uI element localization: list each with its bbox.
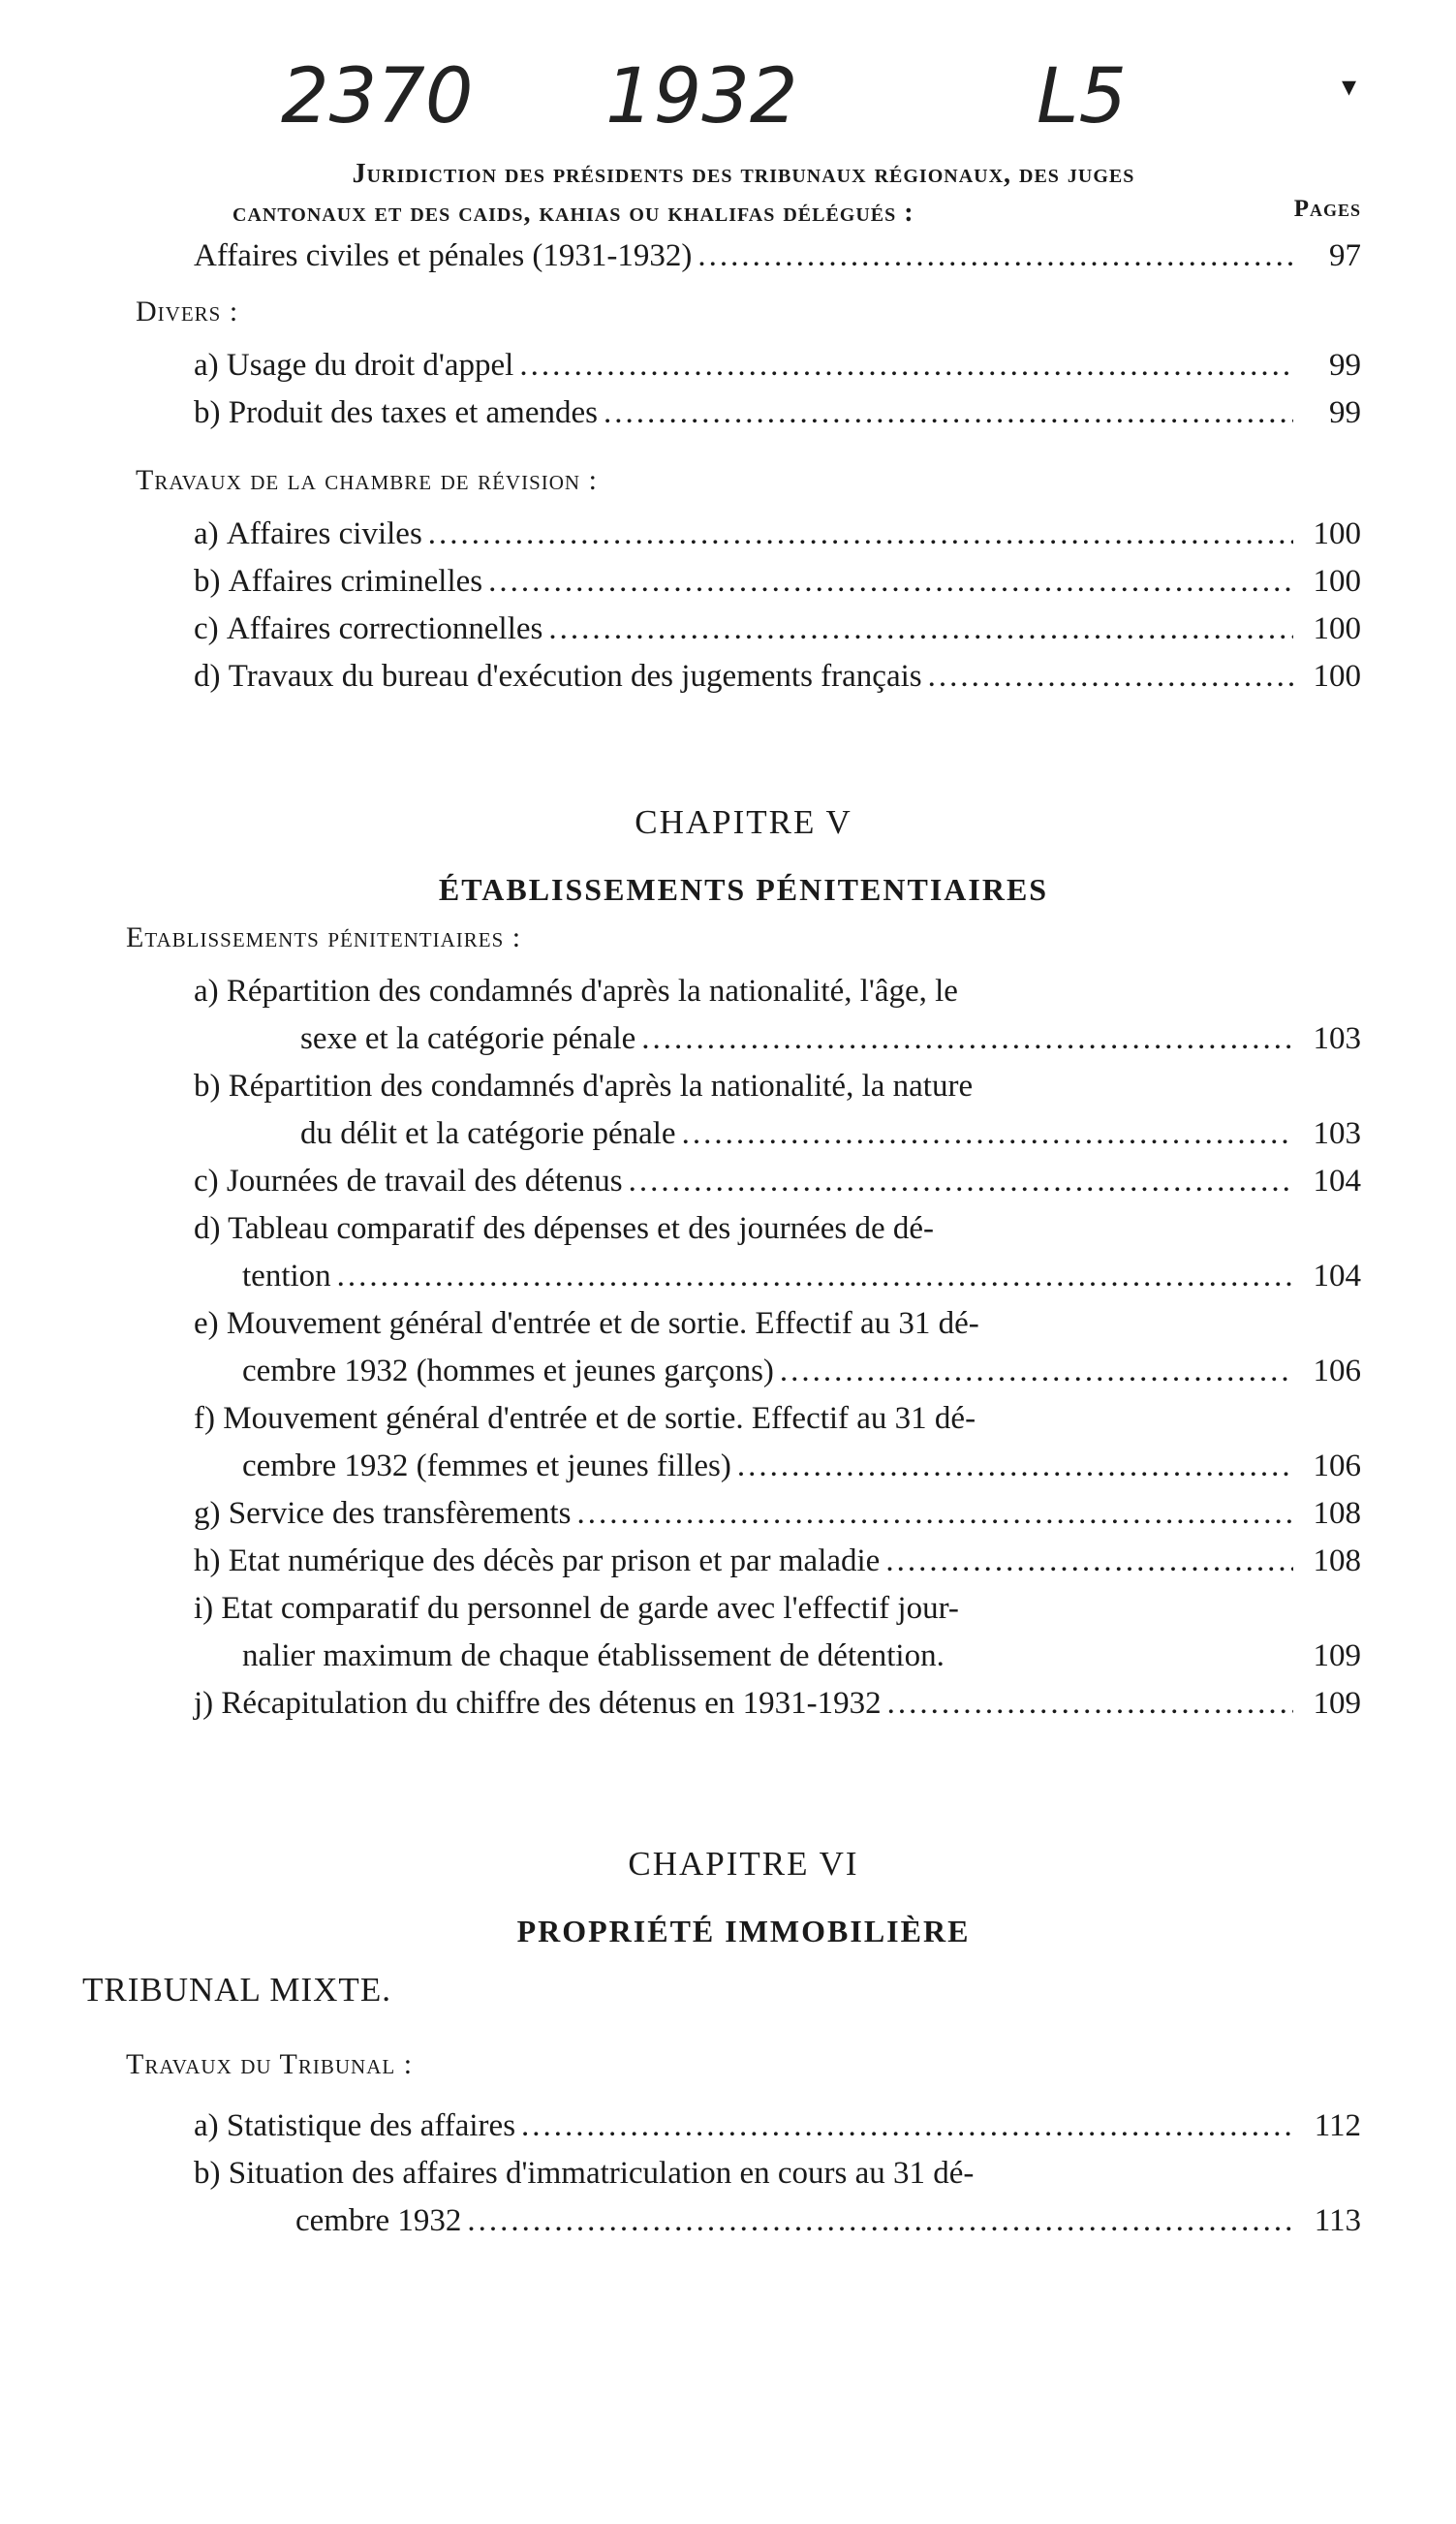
toc-entry: d) Travaux du bureau d'exécution des jugements français ..... 100: [126, 653, 1361, 701]
toc-entry: c) Affaires correctionnelles ..... 100: [126, 606, 1361, 653]
handwritten-year: 1932: [605, 53, 798, 140]
section-divers: [126, 288, 1361, 437]
page-number: 109: [1313, 1686, 1361, 1721]
chapter-title: CHAPITRE VI: [628, 1845, 859, 1883]
chapter-subtitle: ÉTABLISSEMENTS PÉNITENTIAIRES: [438, 872, 1049, 907]
section-heading-cont: cantonaux et des caids, kahias ou khalifas délégués : Pages: [126, 194, 1361, 233]
section-heading: Juridiction des présidents des tribunaux régionaux, des juges: [352, 159, 1135, 189]
page-number: 99: [1329, 348, 1361, 383]
toc-entry: c) Journées de travail des détenus ..... 104: [126, 1158, 1361, 1205]
handwritten-code: L5: [1037, 53, 1128, 140]
toc-entry: h) Etat numérique des décès par prison et par maladie ..... 108: [126, 1538, 1361, 1585]
chapter-5: [126, 797, 1361, 1728]
toc-entry: j) Récapitulation du chiffre des détenus en 1931-1932 ..... 109: [126, 1680, 1361, 1728]
page-number: 112: [1314, 2108, 1361, 2143]
page-number: 104: [1313, 1259, 1361, 1293]
toc-entry: b) Produit des taxes et amendes ..... 99: [126, 390, 1361, 437]
chapter-title: CHAPITRE V: [635, 803, 852, 841]
section-heading: Travaux de la chambre de révision :: [136, 464, 598, 496]
page-number: 106: [1313, 1354, 1361, 1388]
page-number: 99: [1329, 395, 1361, 430]
section-chambre-revision: [126, 456, 1361, 701]
section-juridiction: [126, 155, 1361, 280]
section-heading: Travaux du Tribunal :: [126, 2048, 414, 2080]
toc-entry-line: b) Répartition des condamnés d'après la nationalité, la nature: [194, 1069, 974, 1104]
table-of-contents: [82, 155, 1361, 2245]
section-heading: Etablissements pénitentiaires :: [126, 921, 522, 953]
handwritten-annotations: [0, 53, 1456, 160]
page-number: 104: [1313, 1164, 1361, 1199]
handwritten-number: 2370: [281, 53, 474, 140]
page-number: 100: [1313, 659, 1361, 694]
toc-entry: a) Usage du droit d'appel ..... 99: [126, 342, 1361, 390]
page-number: 100: [1313, 564, 1361, 599]
page-number: 103: [1313, 1116, 1361, 1151]
page-number: 109: [1313, 1638, 1361, 1673]
toc-entry-line: f) Mouvement général d'entrée et de sortie. Effectif au 31 dé-: [194, 1401, 976, 1436]
toc-entry: du délit et la catégorie pénale ..... 103: [126, 1110, 1361, 1158]
section-heading: Divers :: [136, 296, 239, 327]
page-number: 103: [1313, 1021, 1361, 1056]
toc-entry: cembre 1932 ..... 113: [126, 2197, 1361, 2245]
toc-entry: a) Affaires civiles ..... 100: [126, 511, 1361, 558]
pages-column-label: Pages: [1293, 196, 1361, 222]
page-number: 100: [1313, 611, 1361, 646]
page-number: 108: [1313, 1496, 1361, 1531]
toc-entry-line: a) Répartition des condamnés d'après la nationalité, l'âge, le: [194, 974, 958, 1009]
chapter-6: [82, 1839, 1361, 2245]
tribunal-heading: TRIBUNAL MIXTE.: [82, 1971, 391, 2009]
corner-mark-icon: ▾: [1342, 71, 1357, 103]
toc-entry-line: e) Mouvement général d'entrée et de sortie. Effectif au 31 dé-: [194, 1306, 979, 1341]
toc-entry: cembre 1932 (hommes et jeunes garçons) ..... 106: [126, 1348, 1361, 1395]
toc-entry: tention ..... 104: [126, 1253, 1361, 1300]
page-number: 108: [1313, 1543, 1361, 1578]
page-number: 97: [1329, 238, 1361, 273]
toc-entry: g) Service des transfèrements ..... 108: [126, 1490, 1361, 1538]
toc-entry: sexe et la catégorie pénale ..... 103: [126, 1015, 1361, 1063]
page-number: 106: [1313, 1449, 1361, 1483]
page-number: 100: [1313, 516, 1361, 551]
toc-entry-line: i) Etat comparatif du personnel de garde avec l'effectif jour-: [194, 1591, 959, 1626]
toc-entry: cembre 1932 (femmes et jeunes filles) ..... 106: [126, 1443, 1361, 1490]
toc-entry: a) Statistique des affaires ..... 112: [126, 2103, 1361, 2150]
toc-entry: Affaires civiles et pénales (1931-1932) ..... 97: [126, 233, 1361, 280]
chapter-subtitle: PROPRIÉTÉ IMMOBILIÈRE: [516, 1914, 971, 1948]
page-number: 113: [1314, 2203, 1361, 2238]
toc-entry-line: d) Tableau comparatif des dépenses et des journées de dé-: [194, 1211, 935, 1246]
toc-entry-line: b) Situation des affaires d'immatriculation en cours au 31 dé-: [194, 2156, 975, 2191]
toc-entry: nalier maximum de chaque établissement de détention. 109: [126, 1633, 1361, 1680]
toc-entry: b) Affaires criminelles ..... 100: [126, 558, 1361, 606]
